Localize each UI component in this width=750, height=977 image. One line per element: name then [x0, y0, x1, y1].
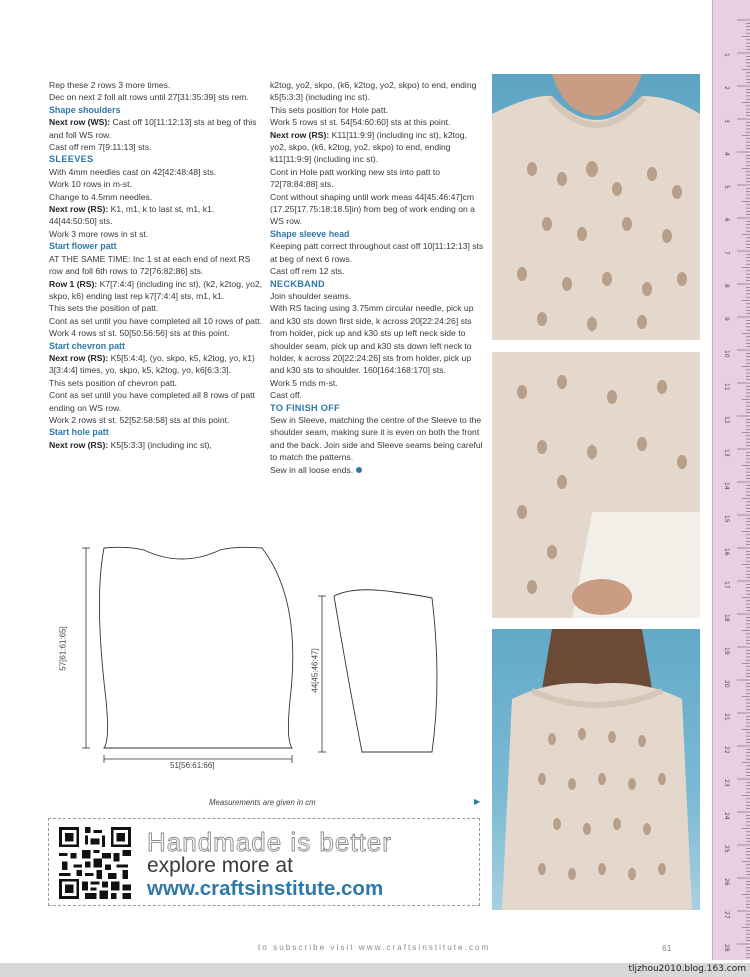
- ad-tagline: Handmade is better: [147, 827, 392, 857]
- ruler-number: 19: [723, 647, 730, 655]
- text-line: Cast off.: [270, 390, 302, 401]
- measurement-note: Measurements are given in cm: [209, 798, 316, 807]
- text-line: Next row (RS): K1, m1, k to last st, m1, k1. 44[44:50:50] sts.: [49, 204, 215, 227]
- ruler-number: 4: [723, 152, 730, 156]
- ruler-number: 20: [723, 680, 730, 688]
- text-line: Next row (RS): K11[11:9:9] (including inc st), k2tog, yo2, skpo, (k6, k2tog, yo2, skpo) to end, ending k11[11:9:9] (including inc st).: [270, 129, 467, 165]
- text-line: Row 1 (RS): K7[7:4:4] (including inc st), (k2, k2tog, yo2, skpo, k6) ending last rep k7[7:4:4] sts, m1, k1.: [49, 278, 263, 301]
- crafts-institute-ad[interactable]: [48, 818, 480, 906]
- hand: [572, 579, 632, 615]
- pattern-column-left: [49, 79, 264, 451]
- subheading-flower-patt: Start flower patt: [49, 241, 117, 252]
- ad-website-link[interactable]: www.craftsinstitute.com: [147, 877, 384, 900]
- ruler-number: 16: [723, 548, 730, 556]
- sweater-photo-sleeve: [492, 352, 700, 618]
- subscribe-footer: to subscribe visit www.craftsinstitute.com: [258, 943, 491, 952]
- sleeve-outline: [334, 590, 437, 752]
- ruler-number: 18: [723, 614, 730, 622]
- pattern-column-right: [270, 79, 485, 476]
- ruler-number: 11: [723, 383, 730, 391]
- text-line: Work 5 rnds m-st.: [270, 377, 338, 388]
- ruler-number: 15: [723, 515, 730, 523]
- ruler-number: 12: [723, 416, 730, 424]
- sweater-photo-back: [492, 629, 700, 910]
- ruler-number: 13: [723, 449, 730, 457]
- qr-code-icon[interactable]: [59, 827, 131, 899]
- text-line: This sets position for Hole patt.: [270, 104, 388, 115]
- ruler-number: 21: [723, 713, 730, 721]
- page-number: 61: [662, 943, 672, 953]
- ruler-number: 17: [723, 581, 730, 589]
- text-line: Next row (RS): K5[5:3:3] (including inc st),: [49, 439, 212, 450]
- sleeve-length-label: 44[45:46:47]: [310, 648, 320, 693]
- text-line: AT THE SAME TIME: Inc 1 st at each end of next RS row and foll 6th rows to 72[76:82:86] sts.: [49, 253, 251, 277]
- sweater-back: [502, 683, 692, 910]
- text-line: Rep these 2 rows 3 more times.: [49, 80, 171, 90]
- text-line: This sets the position of patt.: [49, 303, 159, 314]
- text-line: Work 2 rows st st. 52[52:58:58] sts at this point.: [49, 414, 230, 425]
- ruler-number: 24: [723, 812, 730, 820]
- ruler-number: 10: [723, 350, 730, 358]
- section-heading-sleeves: SLEEVES: [49, 154, 94, 165]
- blog-watermark: tljzhou2010.blog.163.com: [628, 964, 746, 974]
- schematic-lines: [72, 540, 472, 780]
- text-line: Work 3 more rows in st st.: [49, 228, 149, 239]
- text-line: Sew in Sleeve, matching the centre of the Sleeve to the shoulder seam, making sure it is even on both the front and the back. Join side and Sleeve seams being careful to match the patterns.: [270, 414, 483, 463]
- body-outline: [99, 547, 292, 748]
- ruler-number: 1: [723, 53, 730, 57]
- text-line: Keeping patt correct throughout cast off 10[11:12:13] sts at beg of next 6 rows.: [270, 241, 484, 264]
- ruler-number: 3: [723, 119, 730, 123]
- body-width-label: 51[56:61:66]: [170, 761, 215, 770]
- text-line: Sew in all loose ends.: [270, 464, 485, 476]
- text-line: Cont as set until you have completed all 8 rows of patt ending on WS row.: [49, 390, 255, 413]
- ruler-number: 22: [723, 746, 730, 754]
- text-line: Work 4 rows st st. 50[50:56:56] sts at this point.: [49, 328, 230, 339]
- text-line: k2tog, yo2, skpo, (k6, k2tog, yo2, skpo) to end, ending k5[5:3:3] (including inc st).: [270, 80, 477, 103]
- text-line: Next row (RS): K5[5:4:4], (yo, skpo, k5, k2tog, yo, k1) 3[3:4:4] times, yo, skpo, k5, k2tog, yo, k6[6:3:3].: [49, 352, 255, 376]
- text-line: Cont in Hole patt working new sts into patt to 72[78:84:88] sts.: [270, 166, 441, 190]
- ruler-number: 26: [723, 878, 730, 886]
- ad-subline: explore more at: [147, 854, 293, 877]
- ruler-ticks: [713, 0, 750, 960]
- hair: [542, 629, 652, 689]
- ruler-number: 27: [723, 911, 730, 919]
- ruler-number: 9: [723, 317, 730, 321]
- text-line: Change to 4.5mm needles.: [49, 191, 153, 202]
- arrow-right-icon: ▶: [474, 797, 481, 806]
- subheading-sleeve-head: Shape sleeve head: [270, 228, 350, 239]
- text-line: Next row (WS): Cast off 10[11:12:13] sts at beg of this and foll WS row.: [49, 117, 257, 140]
- text-line: Cast off rem 7[9:11:13] sts.: [49, 142, 152, 153]
- text-line: This sets position of chevron patt.: [49, 377, 178, 388]
- ruler-number: 5: [723, 185, 730, 189]
- text-line: Join shoulder seams.: [270, 290, 352, 301]
- ruler-number: 6: [723, 218, 730, 222]
- sweater-photo-front: [492, 74, 700, 340]
- ruler-number: 25: [723, 845, 730, 853]
- text-line: Cont without shaping until work meas 44[45:46:47]cm (17.25[17.75:18:18.5]in) from beg of work ending on a WS row.: [270, 191, 475, 227]
- ruler-number: 2: [723, 86, 730, 90]
- body-height-label: 57[61:61:65]: [58, 626, 68, 671]
- text-line: Dec on next 2 foll alt rows until 27[31:35:39] sts rem.: [49, 92, 249, 103]
- ruler-number: 14: [723, 482, 730, 490]
- ruler-number: 23: [723, 779, 730, 787]
- text-line: Work 5 rows st st. 54[54:60:60] sts at this point.: [270, 117, 451, 128]
- section-heading-finish: TO FINISH OFF: [270, 402, 341, 413]
- ruler-number: 7: [723, 251, 730, 255]
- section-heading-neckband: NECKBAND: [270, 278, 325, 289]
- subheading-shape-shoulders: Shape shoulders: [49, 104, 121, 115]
- text-line: With RS facing using 3.75mm circular needle, pick up and k30 sts down first side, k across 20[22:24:26] sts from holder, pick up and k30 sts up left neck side to shoulder seam, pick up and k30 sts down left neck to holder, k across 20[22:24:26] sts from holder, pick up and k30 sts to shoulder. 160[164:168:170] sts.: [270, 303, 474, 376]
- text-line: Cont as set until you have completed all 10 rows of patt.: [49, 315, 263, 326]
- subheading-chevron-patt: Start chevron patt: [49, 340, 125, 351]
- end-dot-icon: [356, 467, 362, 473]
- text-line: With 4mm needles cast on 42[42:48:48] sts.: [49, 166, 217, 177]
- sweater-body: [492, 96, 700, 340]
- ruler-number: 8: [723, 284, 730, 288]
- text-line: Cast off rem 12 sts.: [270, 266, 345, 277]
- ruler-number: 28: [723, 944, 730, 952]
- subheading-hole-patt: Start hole patt: [49, 427, 109, 438]
- measuring-ruler: [712, 0, 750, 960]
- text-line: Work 10 rows in m-st.: [49, 179, 132, 190]
- garment-schematic: [58, 540, 472, 785]
